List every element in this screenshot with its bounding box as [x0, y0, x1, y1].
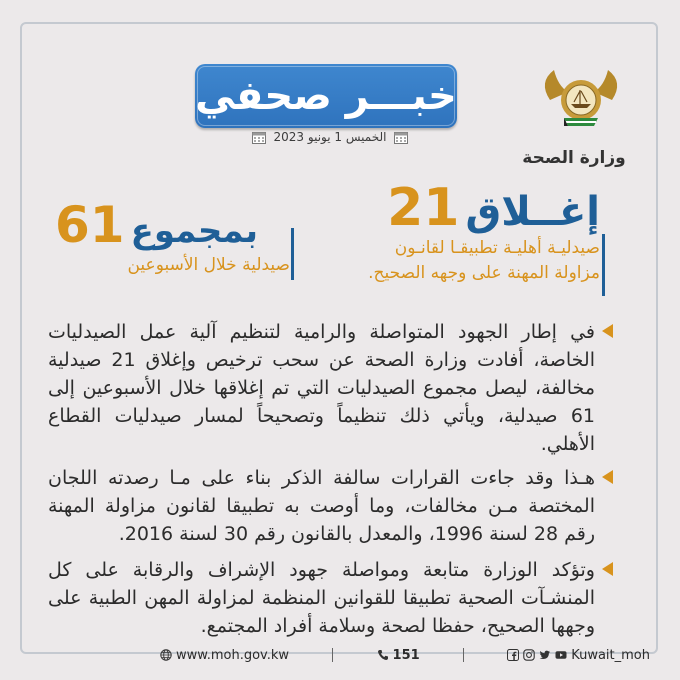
footer-website[interactable] [160, 648, 289, 663]
footer [160, 645, 650, 665]
calendar-icon [252, 131, 266, 144]
youtube-icon [555, 649, 567, 661]
twitter-icon [539, 649, 551, 661]
footer-separator [332, 648, 333, 662]
date-text: الخميس 1 يونيو 2023 [273, 130, 387, 144]
emblem-icon [520, 60, 645, 142]
paragraph-1-text: في إطار الجهود المتواصلة والرامية لتنظيم آلية عمل الصيدليات الخاصة، أفادت وزارة الصحة عن سحب ترخيص وإغلاق 21 صيدلية مخالفة، ليصل مجموع الصيدليات التي تم إغلاقها خلال الأسبوعين إلى 61 صيدلية، ويأتي ذلك تنظيماً وتصحيحاً لمسار صيدليات القطاع الأهلي. [48, 321, 596, 455]
footer-separator [463, 648, 464, 662]
facebook-icon [507, 649, 519, 661]
bullet-arrow-icon [602, 324, 613, 338]
paragraph-3 [48, 556, 613, 640]
divider [602, 234, 605, 296]
headline-closure-sub-2: مزاولة المهنة على وجهه الصحيح. [368, 263, 600, 283]
ministry-logo [520, 60, 645, 142]
paragraph-3-text: وتؤكد الوزارة متابعة ومواصلة جهود الإشراف والرقابة على كل المنشـآت الصحية تطبيقا للقوانين المنظمة لمزاولة المهن الطبية على وجهها الصحيح، حفظا لصحة وسلامة أفراد المجتمع. [48, 559, 595, 637]
headline-total-sub: صيدلية خلال الأسبوعين [127, 255, 290, 275]
date-row [250, 126, 410, 148]
paragraph-1 [48, 318, 613, 458]
press-release-banner [195, 64, 457, 128]
ministry-name: وزارة الصحة [522, 148, 626, 168]
bullet-arrow-icon [602, 470, 613, 484]
calendar-icon [394, 131, 408, 144]
headline-total-number: 61 [55, 196, 125, 254]
headline-closure-word: إغــلاق [465, 189, 600, 235]
footer-phone[interactable] [377, 648, 420, 663]
globe-icon [160, 649, 172, 661]
website-text: www.moh.gov.kw [176, 647, 290, 663]
press-release-title: خبـــر صحفي [195, 73, 457, 119]
instagram-icon [523, 649, 535, 661]
headline-total [55, 196, 290, 275]
social-handle: Kuwait_moh [571, 647, 650, 663]
divider [291, 228, 294, 280]
footer-social[interactable] [507, 648, 650, 663]
paragraph-2 [48, 464, 613, 548]
headline-closure-number: 21 [387, 178, 460, 238]
paragraph-2-text: هـذا وقد جاءت القرارات سالفة الذكر بناء على مـا رصدته اللجان المختصة مـن مخالفات، وما أوصت به تطبيقا لقانون مزاولة المهنة رقم 28 لسنة 1996، والمعدل بالقانون رقم 30 لسنة 2016. [48, 467, 595, 545]
bullet-arrow-icon [602, 562, 613, 576]
phone-number: 151 [392, 647, 420, 663]
phone-icon [377, 649, 389, 661]
headline-closure [300, 178, 600, 285]
headline-closure-sub-1: صيدليـة أهليـة تطبيقـا لقانـون [394, 238, 600, 258]
headline-total-word: بمجموع [130, 211, 258, 251]
